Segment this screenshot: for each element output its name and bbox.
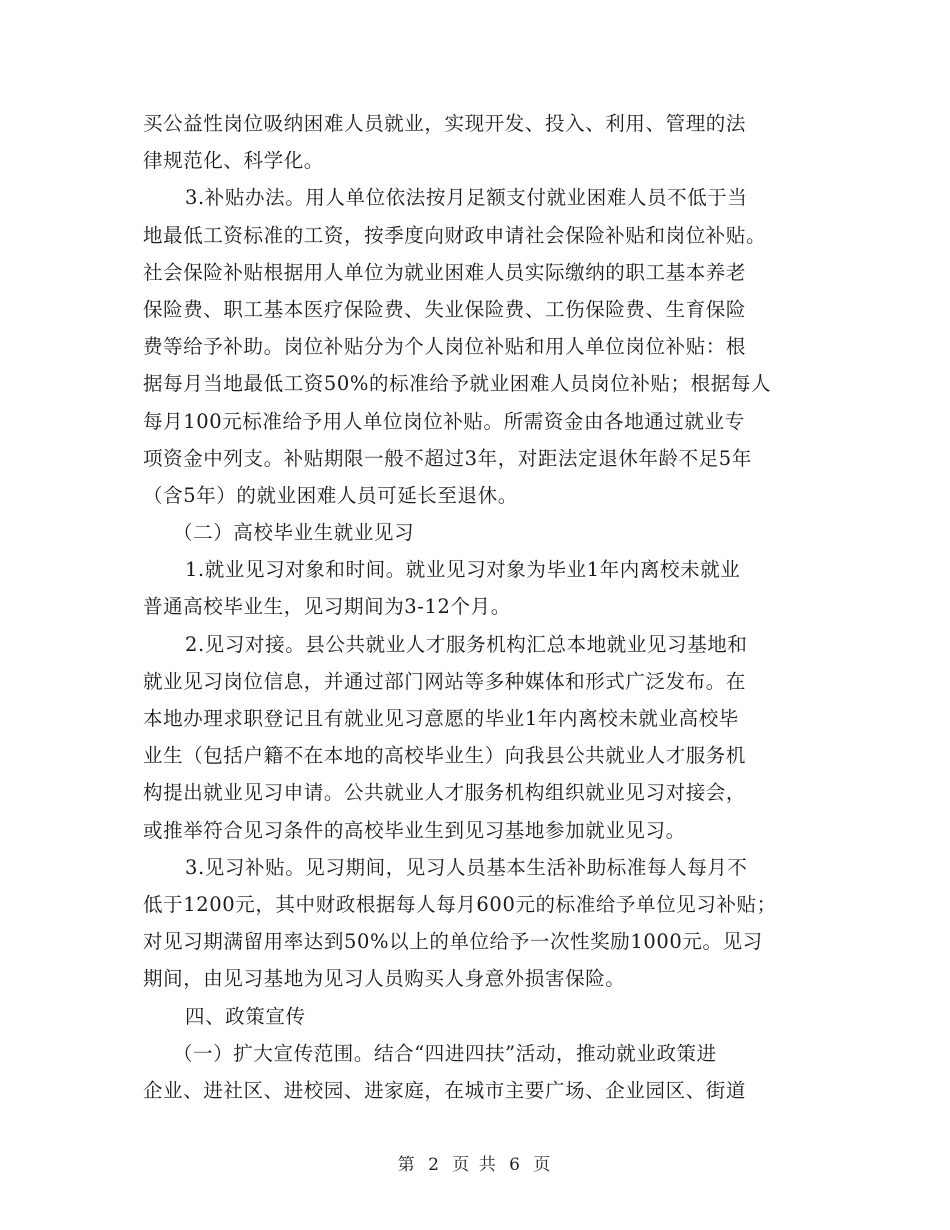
text-line: 对见习期满留用率达到50%以上的单位给予一次性奖励1000元。见习 — [143, 930, 763, 954]
paragraph-start: 3.补贴办法。用人单位依法按月足额支付就业困难人员不低于当 — [185, 186, 748, 210]
paragraph-start: （一）扩大宣传范围。结合“四进四扶”活动，推动就业政策进 — [173, 1041, 717, 1065]
text-line: 构提出就业见习申请。公共就业人才服务机构组织就业见习对接会， — [143, 781, 747, 805]
text-line: 买公益性岗位吸纳困难人员就业，实现开发、投入、利用、管理的法 — [143, 112, 747, 135]
paragraph-start: 2.见习对接。县公共就业人才服务机构汇总本地就业见习基地和 — [185, 632, 748, 656]
text-line: 社会保险补贴根据用人单位为就业困难人员实际缴纳的职工基本养老 — [143, 260, 747, 284]
footer-prefix: 第 — [397, 1155, 417, 1175]
text-line: 项资金中列支。补贴期限一般不超过3年，对距法定退休年龄不足5年 — [143, 446, 752, 470]
paragraph-start: 3.见习补贴。见习期间，见习人员基本生活补助标准每人每月不 — [185, 855, 748, 879]
text-line: 就业见习岗位信息，并通过部门网站等多种媒体和形式广泛发布。在 — [143, 669, 747, 693]
text-line: 企业、进社区、进校园、进家庭，在城市主要广场、企业园区、街道 — [143, 1078, 747, 1102]
total-pages: 6 — [509, 1155, 522, 1175]
text-line: 据每月当地最低工资50%的标准给予就业困难人员岗位补贴；根据每人 — [143, 372, 772, 396]
text-line: 律规范化、科学化。 — [143, 149, 324, 173]
footer-middle: 页 共 — [452, 1155, 498, 1175]
section-heading: （二）高校毕业生就业见习 — [173, 521, 415, 545]
text-line: 普通高校毕业生，见习期间为3-12个月。 — [143, 595, 511, 619]
section-heading: 四、政策宣传 — [185, 1004, 306, 1028]
text-line: 业生（包括户籍不在本地的高校毕业生）向我县公共就业人才服务机 — [143, 744, 747, 768]
page-number: 2 — [428, 1155, 441, 1175]
footer-suffix: 页 — [533, 1155, 553, 1175]
text-line: 或推举符合见习条件的高校毕业生到见习基地参加就业见习。 — [143, 818, 686, 842]
text-line: （含5年）的就业困难人员可延长至退休。 — [143, 483, 518, 507]
text-line: 本地办理求职登记且有就业见习意愿的毕业1年内离校未就业高校毕 — [143, 707, 739, 730]
page-footer — [0, 1150, 950, 1175]
text-line: 每月100元标准给予用人单位岗位补贴。所需资金由各地通过就业专 — [143, 409, 745, 433]
text-line: 期间，由见习基地为见习人员购买人身意外损害保险。 — [143, 967, 626, 991]
text-line: 地最低工资标准的工资，按季度向财政申请社会保险补贴和岗位补贴。 — [143, 223, 767, 247]
document-body — [143, 105, 811, 1109]
paragraph-start: 1.就业见习对象和时间。就业见习对象为毕业1年内离校未就业 — [185, 558, 741, 582]
text-line: 保险费、职工基本医疗保险费、失业保险费、工伤保险费、生育保险 — [143, 297, 747, 321]
text-line: 低于1200元，其中财政根据每人每月600元的标准给予单位见习补贴； — [143, 892, 777, 916]
text-line: 费等给予补助。岗位补贴分为个人岗位补贴和用人单位岗位补贴：根 — [143, 335, 747, 359]
